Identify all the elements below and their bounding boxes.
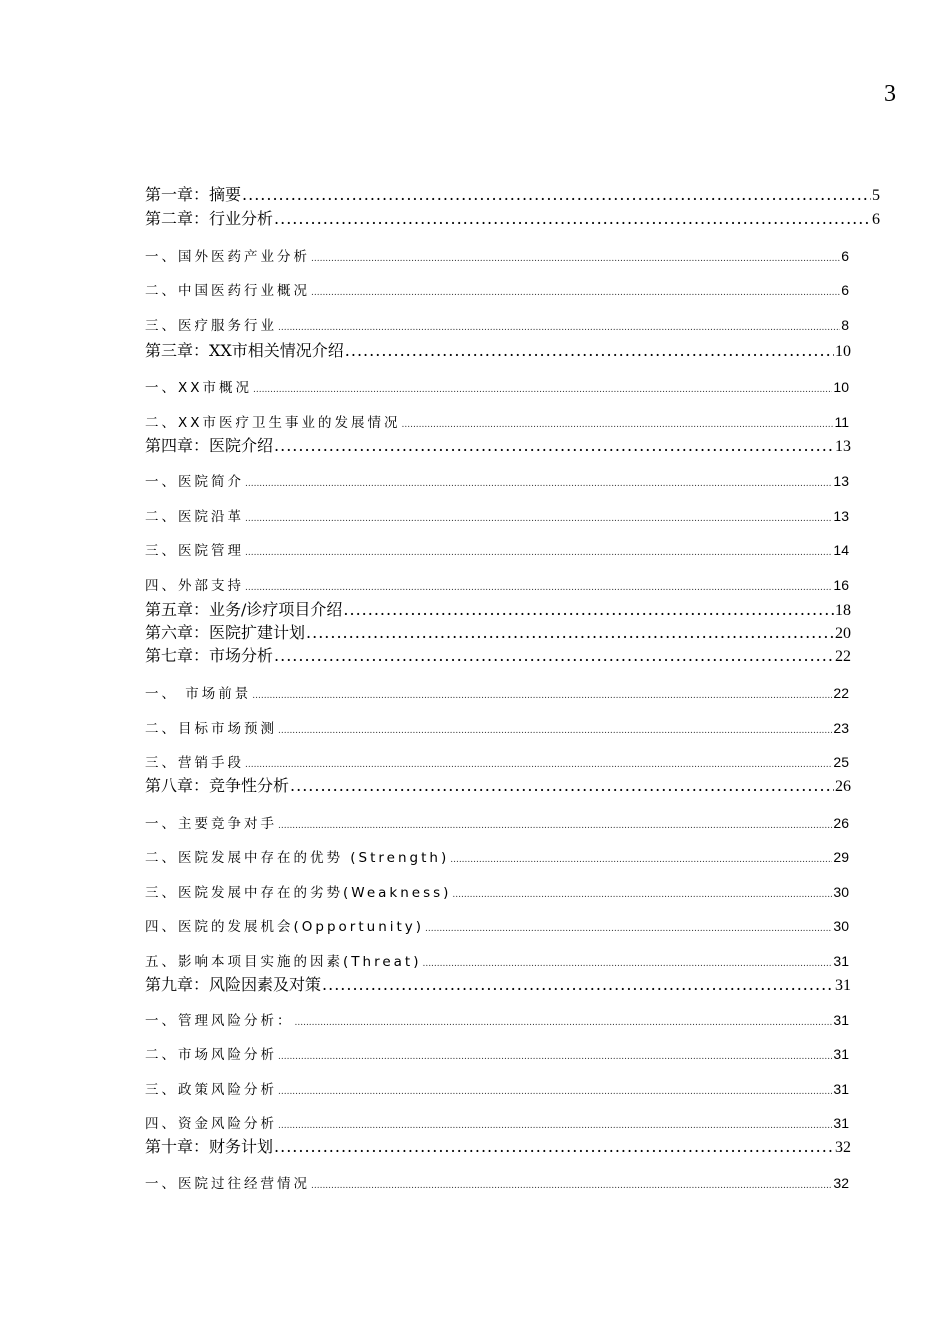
toc-entry-label: 二、XX市医疗卫生事业的发展情况 [145,415,401,431]
toc-section-entry[interactable] [145,377,849,397]
toc-leader-dots [245,755,832,775]
toc-section-entry[interactable] [145,540,849,560]
toc-entry-page: 18 [835,602,851,619]
toc-entry-page: 6 [841,248,849,264]
toc-leader-dots [278,721,832,741]
toc-leader-dots [452,885,832,905]
toc-entry-label: 四、外部支持 [145,578,244,594]
toc-entry-label: 二、市场风险分析 [145,1047,277,1063]
toc-leader-dots [278,1082,832,1102]
toc-chapter-entry[interactable] [145,435,851,457]
toc-chapter-entry[interactable] [145,340,851,362]
toc-entry-label: 一、 市场前景 [145,686,252,702]
toc-entry-label: 第五章：业务/诊疗项目介绍 [145,600,343,619]
toc-entry-label: 二、中国医药行业概况 [145,283,310,299]
toc-entry-page: 29 [833,849,849,865]
toc-leader-dots [274,1136,834,1158]
toc-section-entry[interactable] [145,847,849,867]
toc-chapter-entry[interactable] [145,208,880,230]
toc-leader-dots [245,474,832,494]
toc-entry-label: 第三章：XX市相关情况介绍 [145,341,344,360]
toc-entry-label: 第十章：财务计划 [145,1137,274,1156]
toc-leader-dots [245,543,832,563]
toc-chapter-entry[interactable] [145,1136,851,1158]
toc-entry-label: 第四章：医院介绍 [145,436,274,455]
toc-leader-dots [274,435,834,457]
toc-entry-label: 二、目标市场预测 [145,721,277,737]
toc-entry-label: 一、国外医药产业分析 [145,249,310,265]
toc-leader-dots [295,1013,833,1033]
toc-entry-label: 五、影响本项目实施的因素(Threat) [145,954,422,970]
toc-section-entry[interactable] [145,882,849,902]
toc-leader-dots [253,380,832,400]
toc-entry-label: 第八章：竞争性分析 [145,776,290,795]
toc-entry-label: 一、XX市概况 [145,380,252,396]
toc-entry-label: 四、医院的发展机会(Opportunity) [145,919,425,935]
toc-entry-label: 第一章：摘要 [145,185,242,204]
toc-section-entry[interactable] [145,1044,849,1064]
toc-entry-page: 31 [835,977,851,994]
toc-leader-dots [274,208,871,230]
toc-entry-label: 第九章：风险因素及对策 [145,975,322,994]
toc-entry-label: 三、医院管理 [145,543,244,559]
toc-entry-page: 22 [835,648,851,665]
toc-section-entry[interactable] [145,315,849,335]
toc-entry-label: 二、医院发展中存在的优势 (Strength) [145,850,450,866]
page-number: 3 [884,81,896,107]
toc-section-entry[interactable] [145,1173,849,1193]
toc-leader-dots [252,686,832,706]
toc-entry-page: 31 [833,1012,849,1028]
toc-chapter-entry[interactable] [145,775,851,797]
toc-entry-label: 二、医院沿革 [145,509,244,525]
toc-leader-dots [425,919,832,939]
toc-entry-page: 22 [833,685,849,701]
toc-leader-dots [242,184,871,206]
toc-entry-page: 8 [841,317,849,333]
toc-section-entry[interactable] [145,951,849,971]
toc-section-entry[interactable] [145,412,849,432]
toc-entry-page: 13 [835,438,851,455]
toc-section-entry[interactable] [145,575,849,595]
toc-entry-label: 一、医院简介 [145,474,244,490]
toc-chapter-entry[interactable] [145,645,851,667]
toc-entry-page: 16 [833,577,849,593]
toc-entry-label: 四、资金风险分析 [145,1116,277,1132]
toc-section-entry[interactable] [145,1010,849,1030]
toc-entry-page: 6 [872,211,880,228]
toc-leader-dots [311,249,840,269]
toc-leader-dots [311,283,840,303]
toc-entry-page: 26 [835,778,851,795]
toc-entry-page: 31 [833,1081,849,1097]
toc-leader-dots [322,974,834,996]
toc-section-entry[interactable] [145,752,849,772]
toc-entry-page: 10 [835,343,851,360]
toc-leader-dots [278,1116,832,1136]
toc-entry-page: 11 [834,414,849,430]
toc-leader-dots [278,816,832,836]
toc-chapter-entry[interactable] [145,184,880,206]
toc-entry-page: 6 [841,282,849,298]
toc-leader-dots [311,1176,832,1196]
toc-entry-page: 14 [833,542,849,558]
toc-entry-page: 32 [833,1175,849,1191]
toc-leader-dots [450,850,832,870]
toc-entry-page: 10 [833,379,849,395]
toc-entry-label: 第二章：行业分析 [145,209,274,228]
toc-entry-label: 第七章：市场分析 [145,646,274,665]
toc-section-entry[interactable] [145,506,849,526]
toc-entry-page: 20 [835,625,851,642]
toc-leader-dots [422,954,832,974]
toc-section-entry[interactable] [145,471,849,491]
toc-entry-page: 32 [835,1139,851,1156]
toc-entry-page: 13 [833,473,849,489]
toc-leader-dots [245,509,832,529]
toc-leader-dots [278,1047,832,1067]
toc-section-entry[interactable] [145,1113,849,1133]
toc-entry-label: 一、管理风险分析： [145,1013,294,1029]
toc-entry-page: 25 [833,754,849,770]
toc-chapter-entry[interactable] [145,974,851,996]
toc-leader-dots [343,599,834,621]
toc-entry-page: 23 [833,720,849,736]
toc-entry-label: 三、政策风险分析 [145,1082,277,1098]
toc-section-entry[interactable] [145,916,849,936]
toc-entry-page: 26 [833,815,849,831]
toc-entry-page: 31 [833,1115,849,1131]
toc-entry-page: 30 [833,918,849,934]
toc-leader-dots [345,340,834,362]
toc-section-entry[interactable] [145,813,849,833]
toc-chapter-entry[interactable] [145,622,851,644]
toc-entry-page: 13 [833,508,849,524]
toc-leader-dots [278,318,840,338]
toc-leader-dots [274,645,834,667]
toc-entry-label: 三、医院发展中存在的劣势(Weakness) [145,885,452,901]
toc-entry-label: 一、主要竞争对手 [145,816,277,832]
toc-section-entry[interactable] [145,246,849,266]
toc-entry-page: 31 [833,953,849,969]
toc-entry-label: 三、医疗服务行业 [145,318,277,334]
toc-leader-dots [402,415,834,435]
toc-leader-dots [290,775,834,797]
toc-section-entry[interactable] [145,280,849,300]
toc-leader-dots [245,578,832,598]
toc-section-entry[interactable] [145,718,849,738]
toc-section-entry[interactable] [145,683,849,703]
toc-entry-page: 30 [833,884,849,900]
toc-entry-label: 三、营销手段 [145,755,244,771]
toc-entry-label: 第六章：医院扩建计划 [145,623,306,642]
toc-chapter-entry[interactable] [145,599,851,621]
toc-entry-page: 31 [833,1046,849,1062]
toc-section-entry[interactable] [145,1079,849,1099]
toc-entry-page: 5 [872,187,880,204]
toc-entry-label: 一、医院过往经营情况 [145,1176,310,1192]
toc-leader-dots [306,622,834,644]
